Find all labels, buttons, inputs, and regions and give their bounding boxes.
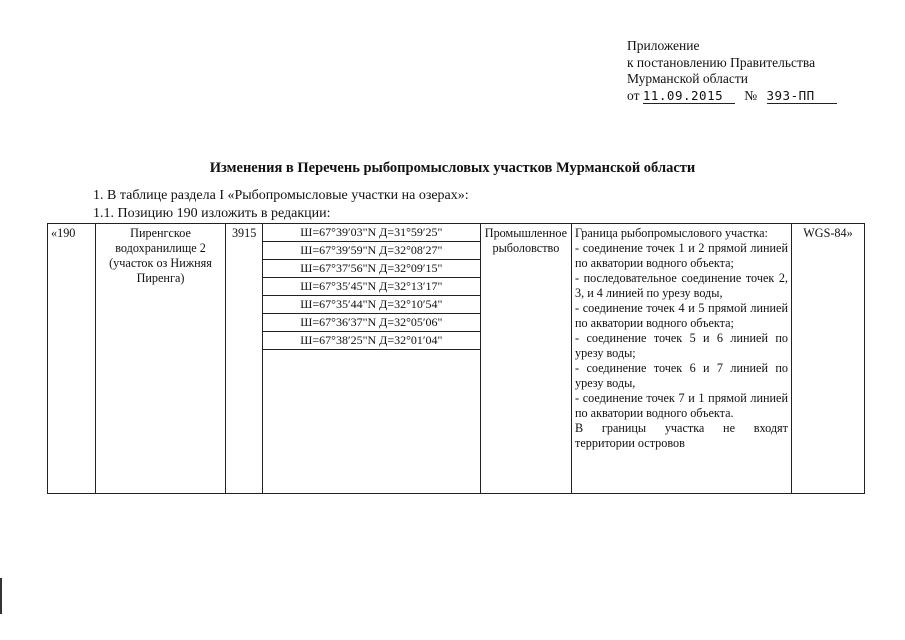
border-line: - соединение точек 1 и 2 прямой линией по акватории водного объекта;	[575, 241, 788, 270]
number-label: №	[744, 87, 758, 103]
table-row	[48, 224, 865, 494]
border-line: Граница рыбопромыслового участка:	[575, 226, 768, 240]
appendix-block	[627, 38, 837, 104]
border-line: - соединение точек 7 и 1 прямой линией по акватории водного объекта.	[575, 391, 788, 420]
coordinate-point-4: Ш=67°35′45"N Д=32°13′17"	[263, 278, 480, 296]
coordinate-system-cell: WGS-84»	[791, 224, 864, 494]
border-line: - соединение точек 6 и 7 линией по урезу воды,	[575, 361, 788, 390]
intro-item-1: 1. В таблице раздела I «Рыбопромысловые участки на озерах»:	[93, 188, 469, 203]
document-title: Изменения в Перечень рыбопромысловых участков Мурманской области	[209, 160, 696, 176]
coordinates-list	[263, 224, 480, 350]
appendix-date-line	[627, 88, 837, 105]
scan-edge-mark	[0, 578, 2, 614]
border-line: - последовательное соединение точек 2, 3, и 4 линией по урезу воды,	[575, 271, 788, 300]
water-body-name-cell: Пиренгское водохранилище 2 (участок оз Нижняя Пиренга)	[95, 224, 226, 494]
coordinates-cell	[262, 224, 480, 494]
decree-number: 393-ПП	[767, 88, 837, 104]
border-line: - соединение точек 4 и 5 прямой линией по акватории водного объекта;	[575, 301, 788, 330]
area-cell: 3915	[226, 224, 262, 494]
fishing-type-cell: Промышленное рыболовство	[480, 224, 571, 494]
coordinate-point-2: Ш=67°39′59"N Д=32°08′27"	[263, 242, 480, 260]
border-line: В границы участка не входят территории островов	[575, 421, 788, 450]
coordinate-point-1: Ш=67°39′03"N Д=31°59′25"	[263, 224, 480, 242]
coordinate-point-6: Ш=67°36′37"N Д=32°05′06"	[263, 314, 480, 332]
fishing-area-table	[47, 223, 865, 494]
appendix-line-1: Приложение	[627, 38, 700, 53]
decree-date: 11.09.2015	[643, 88, 735, 104]
border-line: - соединение точек 5 и 6 линией по урезу воды;	[575, 331, 788, 360]
intro-item-1-1: 1.1. Позицию 190 изложить в редакции:	[93, 206, 331, 221]
row-number-cell: «190	[48, 224, 96, 494]
coordinate-point-3: Ш=67°37′56"N Д=32°09′15"	[263, 260, 480, 278]
appendix-line-2: к постановлению Правительства	[627, 54, 816, 70]
coordinate-point-7: Ш=67°38′25"N Д=32°01′04"	[263, 332, 480, 350]
from-label: от	[627, 87, 640, 103]
border-description-cell	[572, 224, 792, 494]
appendix-line-3: Мурманской области	[627, 71, 748, 86]
coordinate-point-5: Ш=67°35′44"N Д=32°10′54"	[263, 296, 480, 314]
